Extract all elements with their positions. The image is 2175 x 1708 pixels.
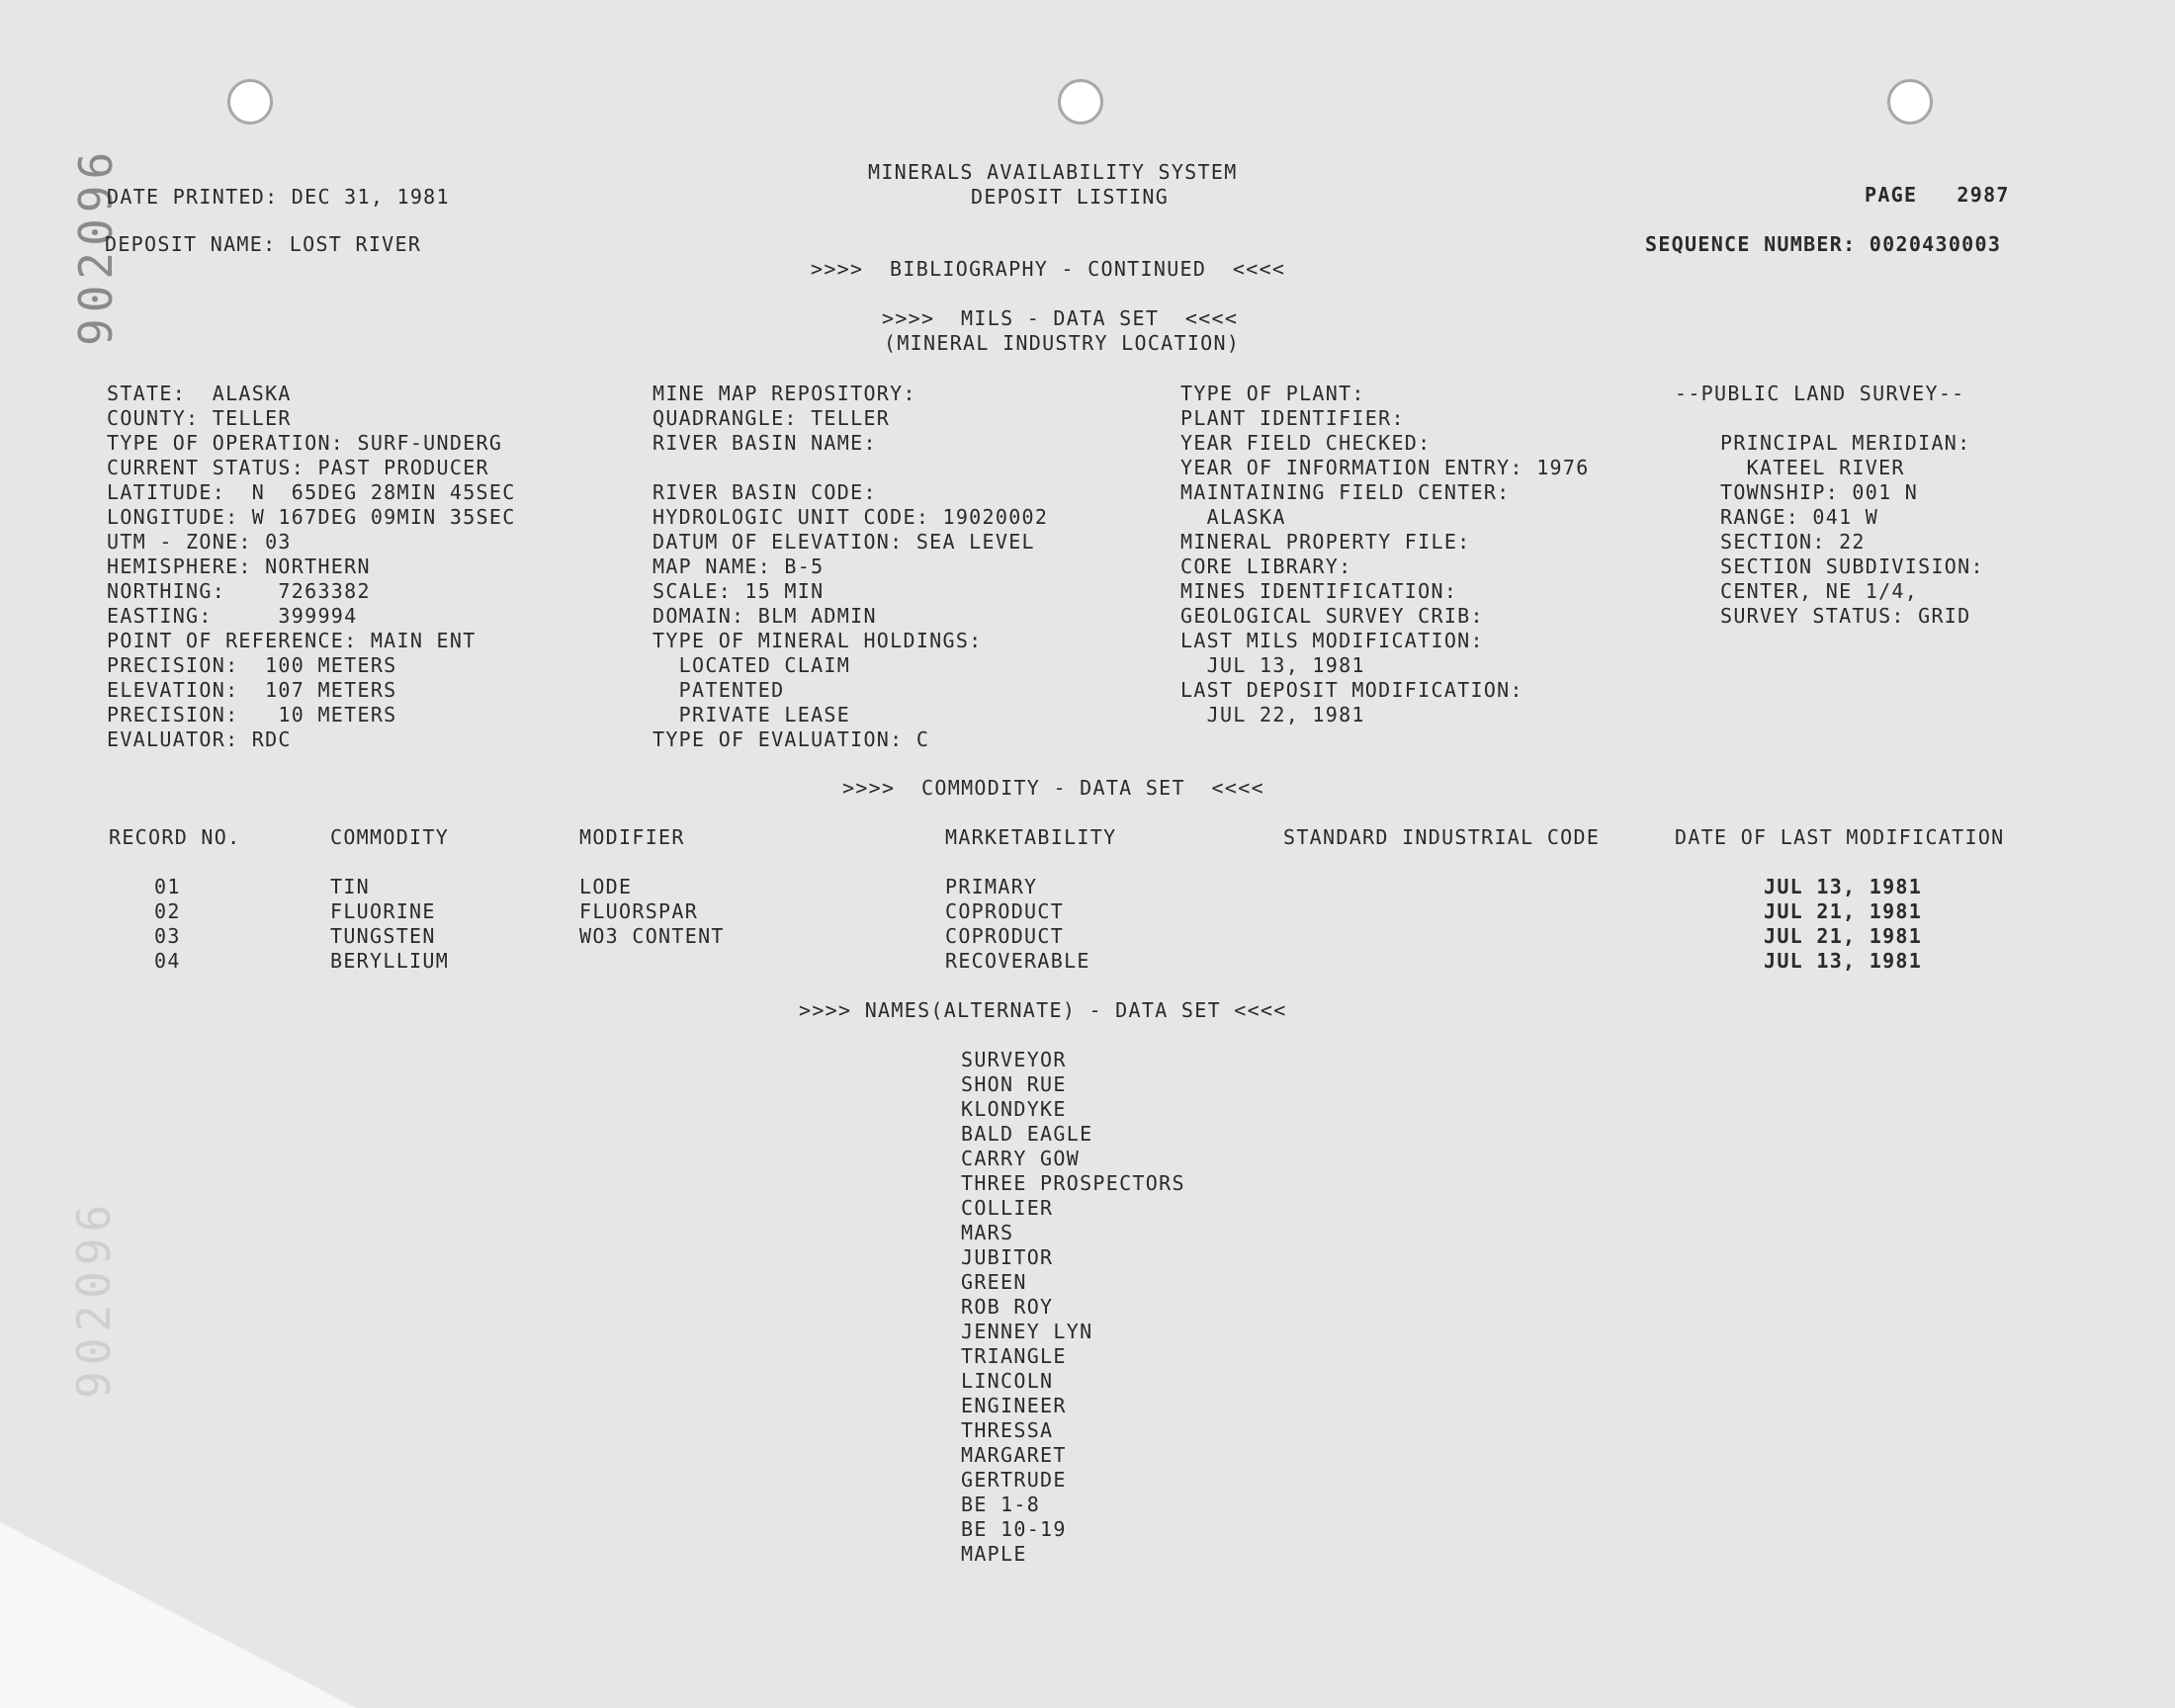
field-line: DATUM OF ELEVATION: SEA LEVEL [652,530,1035,554]
cell-marketability: PRIMARY [945,875,1038,898]
cell-commodity: TIN [330,875,371,898]
sequence-number: SEQUENCE NUMBER: 0020430003 [1645,232,2002,256]
field-line: LAST DEPOSIT MODIFICATION: [1180,678,1523,702]
field-line: RIVER BASIN CODE: [652,480,877,504]
cell-commodity: BERYLLIUM [330,949,450,973]
cell-modifier: FLUORSPAR [579,899,699,923]
mils-section-title: >>>> MILS - DATA SET <<<< [882,306,1239,330]
list-item: MARGARET [961,1443,1067,1467]
field-line: LONGITUDE: W 167DEG 09MIN 35SEC [107,505,516,529]
field-line: TYPE OF OPERATION: SURF-UNDERG [107,431,503,455]
field-line: POINT OF REFERENCE: MAIN ENT [107,629,477,652]
header-commodity: COMMODITY [330,825,450,849]
cell-record-no: 03 [154,924,181,948]
header-sic: STANDARD INDUSTRIAL CODE [1283,825,1601,849]
field-line: PLANT IDENTIFIER: [1180,406,1405,430]
mils-column-location [107,382,516,752]
handwritten-stamp-number: 902096 [69,145,123,346]
field-line: RANGE: 041 W [1720,505,1879,529]
field-line: CENTER, NE 1/4, [1720,579,1919,603]
cell-commodity: FLUORINE [330,899,436,923]
punch-hole-center [1058,79,1103,125]
date-printed: DATE PRINTED: DEC 31, 1981 [107,185,450,209]
field-line: TOWNSHIP: 001 N [1720,480,1919,504]
cell-date: JUL 21, 1981 [1764,924,1923,948]
field-line: PATENTED [652,678,785,702]
field-line: ALASKA [1180,505,1286,529]
cell-modifier: LODE [579,875,633,898]
field-line: CURRENT STATUS: PAST PRODUCER [107,456,489,479]
field-line: MINE MAP REPOSITORY: [652,382,916,405]
listing-title: DEPOSIT LISTING [971,185,1170,209]
list-item: BALD EAGLE [961,1122,1093,1146]
field-line: YEAR OF INFORMATION ENTRY: 1976 [1180,456,1590,479]
page-number: PAGE 2987 [1865,183,2010,207]
cell-record-no: 04 [154,949,181,973]
public-land-survey-title: --PUBLIC LAND SURVEY-- [1675,382,1965,405]
mils-column-plant [1180,382,1590,727]
names-section-title: >>>> NAMES(ALTERNATE) - DATA SET <<<< [799,998,1287,1022]
list-item: JENNEY LYN [961,1320,1093,1343]
field-line: MAINTAINING FIELD CENTER: [1180,480,1511,504]
punch-hole-right [1887,79,1933,125]
list-item: GREEN [961,1270,1027,1294]
field-line: UTM - ZONE: 03 [107,530,292,554]
list-item: MARS [961,1221,1014,1244]
field-line: JUL 22, 1981 [1180,703,1365,726]
field-line: EVALUATOR: RDC [107,727,292,751]
field-line: HEMISPHERE: NORTHERN [107,555,371,578]
cell-date: JUL 21, 1981 [1764,899,1923,923]
list-item: BE 1-8 [961,1493,1041,1516]
list-item: THREE PROSPECTORS [961,1171,1185,1195]
commodity-section-title: >>>> COMMODITY - DATA SET <<<< [842,776,1264,800]
field-line: LAST MILS MODIFICATION: [1180,629,1484,652]
field-line: LOCATED CLAIM [652,653,851,677]
field-line: MINES IDENTIFICATION: [1180,579,1458,603]
faint-stamp-number: 902096 [67,1198,121,1399]
field-line: DOMAIN: BLM ADMIN [652,604,877,628]
field-line: COUNTY: TELLER [107,406,292,430]
cell-marketability: RECOVERABLE [945,949,1090,973]
field-line: RIVER BASIN NAME: [652,431,877,455]
mils-column-maps [652,382,1048,752]
field-line: SECTION SUBDIVISION: [1720,555,1984,578]
field-line: JUL 13, 1981 [1180,653,1365,677]
punch-hole-left [227,79,273,125]
field-line: STATE: ALASKA [107,382,292,405]
field-line: TYPE OF MINERAL HOLDINGS: [652,629,983,652]
cell-date: JUL 13, 1981 [1764,875,1923,898]
cell-commodity: TUNGSTEN [330,924,436,948]
field-line: MAP NAME: B-5 [652,555,825,578]
list-item: GERTRUDE [961,1468,1067,1492]
field-line: PRINCIPAL MERIDIAN: [1720,431,1971,455]
field-line: NORTHING: 7263382 [107,579,371,603]
field-line: PRIVATE LEASE [652,703,851,726]
field-line: PRECISION: 10 METERS [107,703,397,726]
list-item: SHON RUE [961,1072,1067,1096]
field-line: KATEEL RIVER [1720,456,1905,479]
field-line: SECTION: 22 [1720,530,1866,554]
field-line: CORE LIBRARY: [1180,555,1352,578]
mils-section-subtitle: (MINERAL INDUSTRY LOCATION) [884,331,1241,355]
field-line: YEAR FIELD CHECKED: [1180,431,1432,455]
list-item: ENGINEER [961,1394,1067,1417]
field-line: MINERAL PROPERTY FILE: [1180,530,1471,554]
field-line: SURVEY STATUS: GRID [1720,604,1971,628]
list-item: TRIANGLE [961,1344,1067,1368]
list-item: BE 10-19 [961,1517,1067,1541]
field-line: ELEVATION: 107 METERS [107,678,397,702]
field-line: QUADRANGLE: TELLER [652,406,891,430]
list-item: SURVEYOR [961,1048,1067,1071]
header-date-modified: DATE OF LAST MODIFICATION [1675,825,2005,849]
system-title: MINERALS AVAILABILITY SYSTEM [868,160,1238,184]
list-item: ROB ROY [961,1295,1054,1319]
cell-record-no: 02 [154,899,181,923]
cell-date: JUL 13, 1981 [1764,949,1923,973]
list-item: CARRY GOW [961,1147,1081,1170]
field-line: LATITUDE: N 65DEG 28MIN 45SEC [107,480,516,504]
cell-record-no: 01 [154,875,181,898]
header-modifier: MODIFIER [579,825,685,849]
alternate-names-list [961,1048,1185,1567]
deposit-name: DEPOSIT NAME: LOST RIVER [105,232,422,256]
field-line: SCALE: 15 MIN [652,579,825,603]
header-record-no: RECORD NO. [109,825,241,849]
list-item: KLONDYKE [961,1097,1067,1121]
field-line: TYPE OF EVALUATION: C [652,727,930,751]
header-marketability: MARKETABILITY [945,825,1117,849]
field-line [652,456,1048,480]
field-line: EASTING: 399994 [107,604,358,628]
mils-column-land-survey [1720,431,1984,629]
cell-modifier: WO3 CONTENT [579,924,725,948]
list-item: THRESSA [961,1418,1054,1442]
field-line: HYDROLOGIC UNIT CODE: 19020002 [652,505,1049,529]
list-item: LINCOLN [961,1369,1054,1393]
cell-marketability: COPRODUCT [945,899,1065,923]
cell-marketability: COPRODUCT [945,924,1065,948]
field-line: GEOLOGICAL SURVEY CRIB: [1180,604,1484,628]
field-line: PRECISION: 100 METERS [107,653,397,677]
bibliography-section-title: >>>> BIBLIOGRAPHY - CONTINUED <<<< [811,257,1286,281]
list-item: COLLIER [961,1196,1054,1220]
list-item: JUBITOR [961,1245,1054,1269]
field-line: TYPE OF PLANT: [1180,382,1365,405]
list-item: MAPLE [961,1542,1027,1566]
